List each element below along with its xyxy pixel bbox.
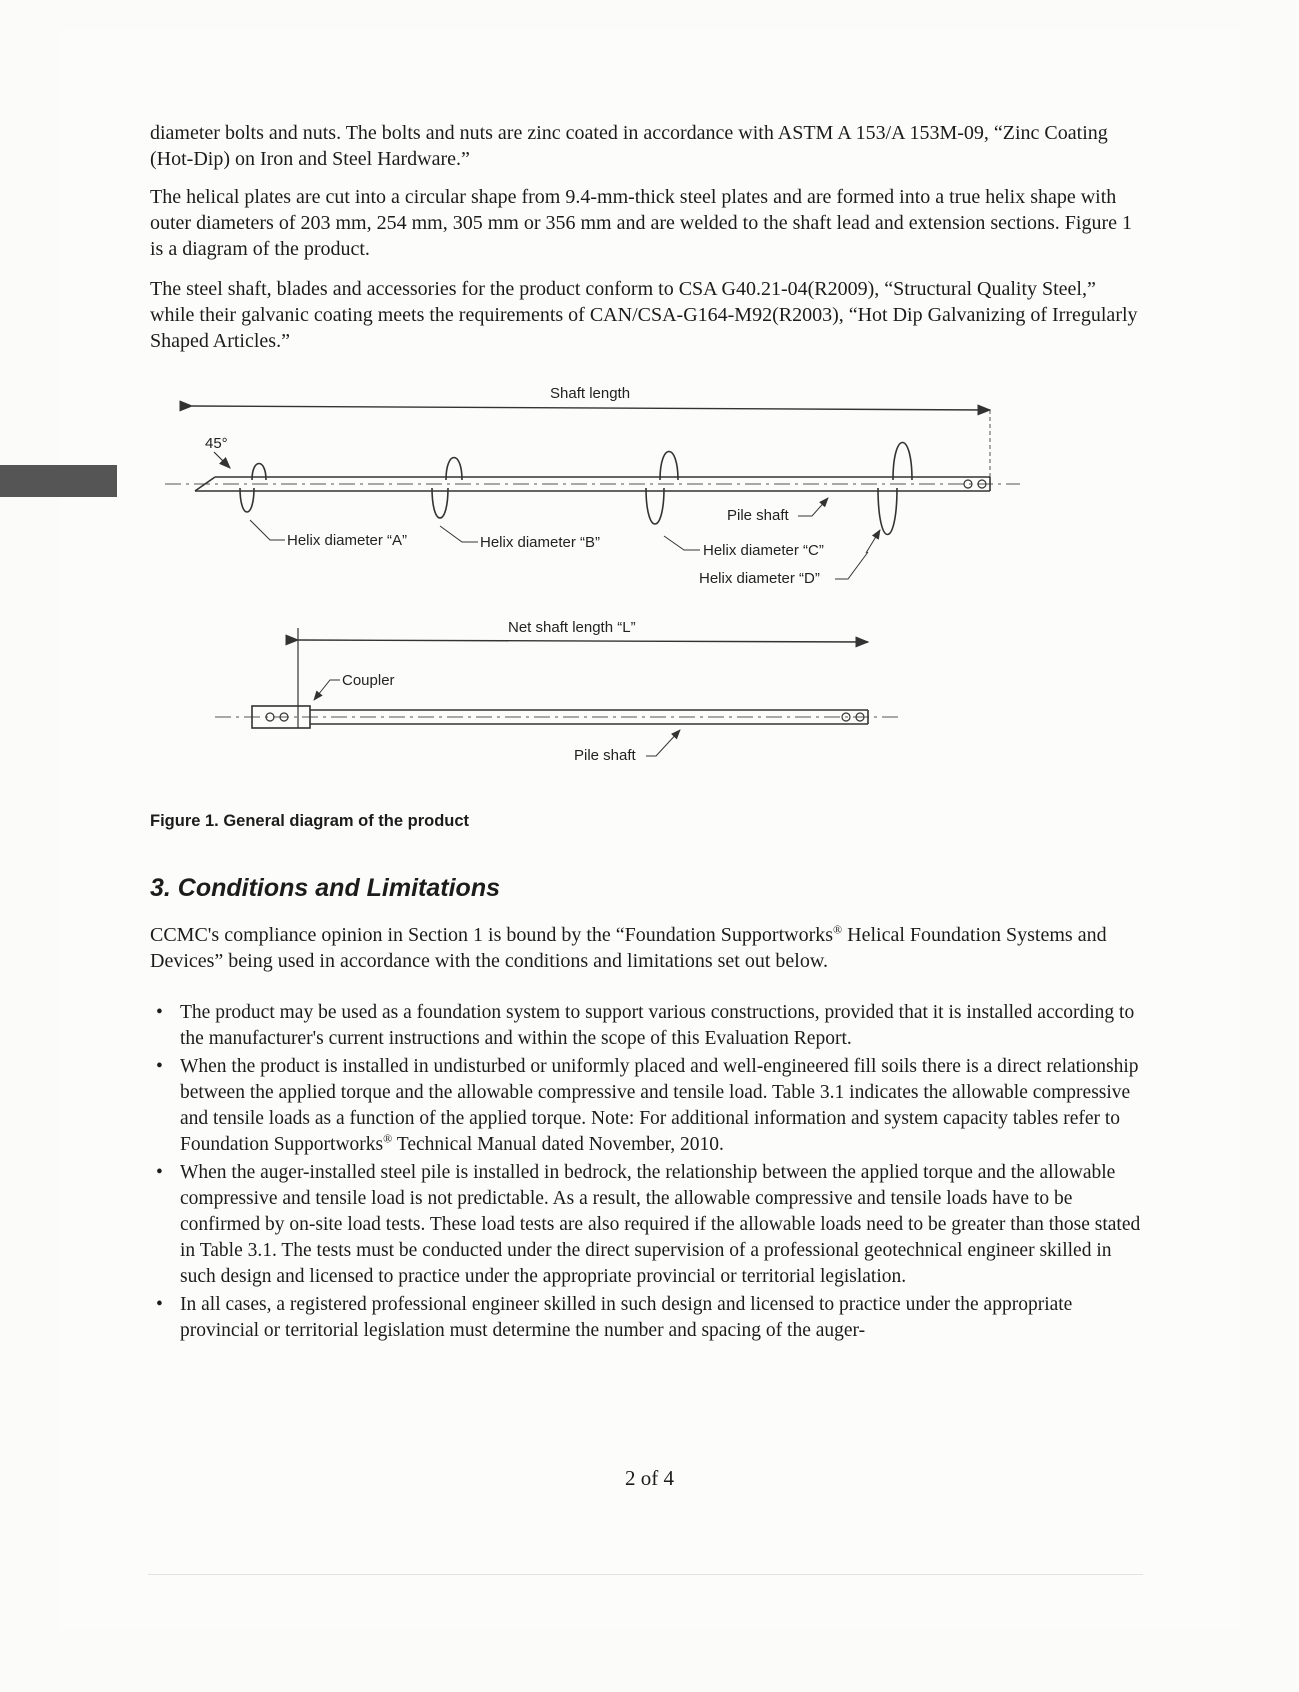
page-number: 2 of 4 bbox=[625, 1466, 674, 1490]
helix-plate-d bbox=[878, 443, 912, 535]
helix-plate-c bbox=[646, 452, 678, 525]
intro-text-2: Helical Foundation Systems and Devices” being used in accordance with the conditions and limitations set out below. bbox=[150, 924, 1107, 972]
helix-c-label: Helix diameter “C” bbox=[703, 542, 824, 559]
registered-mark: ® bbox=[383, 1131, 393, 1146]
helix-plate-a bbox=[240, 464, 266, 513]
registered-mark: ® bbox=[833, 922, 843, 937]
section-heading: 3. Conditions and Limitations bbox=[150, 874, 500, 902]
conditions-list bbox=[150, 1000, 1145, 1346]
helix-b-label: Helix diameter “B” bbox=[480, 534, 601, 551]
list-item: • The product may be used as a foundation system to support various constructions, provided that it is installed according to the manufacturer's current instructions and within the scope of this Evaluation Report. bbox=[150, 1000, 1145, 1052]
product-diagram bbox=[0, 370, 1299, 770]
shaft-length-dimension-line bbox=[192, 406, 990, 410]
list-item: • In all cases, a registered professional engineer skilled in such design and licensed to practice under the appropriate provincial or territorial legislation must determine the number and spacing of the auger- bbox=[150, 1292, 1145, 1344]
net-shaft-length-label: Net shaft length “L” bbox=[508, 619, 636, 636]
list-item: • When the auger-installed steel pile is installed in bedrock, the relationship between the applied torque and the allowable compressive and tensile load is not predictable. As a result, the allowable compressive and tensile loads have to be confirmed by on-site load tests. These load tests are also required if the allowable loads need to be greater than those stated in Table 3.1. The tests must be conducted under the direct supervision of a professional geotechnical engineer skilled in such design and licensed to practice under the appropriate provincial or territorial legislation. bbox=[150, 1160, 1145, 1290]
helix-plate-b bbox=[432, 458, 462, 519]
figure-caption: Figure 1. General diagram of the product bbox=[150, 812, 470, 830]
pile-shaft-top-label: Pile shaft bbox=[727, 507, 789, 524]
paragraph-helical-plates: The helical plates are cut into a circular shape from 9.4-mm-thick steel plates and are formed into a true helix shape with outer diameters of 203 mm, 254 mm, 305 mm or 356 mm and are welded to the shaft lead and extension sections. Figure 1 is a diagram of the product. bbox=[150, 186, 1133, 260]
net-shaft-length-dimension-line bbox=[298, 640, 868, 642]
shaft-length-label: Shaft length bbox=[550, 385, 631, 402]
list-item bbox=[150, 1054, 1145, 1158]
pile-shaft-bottom-label: Pile shaft bbox=[574, 747, 636, 764]
helix-a-label: Helix diameter “A” bbox=[287, 532, 408, 549]
intro-text-1: CCMC's compliance opinion in Section 1 is bound by the “Foundation Supportworks bbox=[150, 924, 834, 946]
section-intro bbox=[150, 922, 1145, 974]
bullet-2-text-1: When the product is installed in undisturbed or uniformly placed and well-engineered fill soils there is a direct relationship between the applied torque and the allowable compressive and tensile load. Table 3.1 indicates the allowable compressive and tensile loads as a function of the applied torque. Note: For additional information and system capacity tables refer to Foundation Supportworks bbox=[180, 1056, 1139, 1155]
coupler-label: Coupler bbox=[342, 672, 395, 689]
bullet-2-text-2: Technical Manual dated November, 2010. bbox=[392, 1134, 724, 1155]
angle-label: 45° bbox=[205, 435, 228, 452]
footer-divider bbox=[148, 1574, 1143, 1575]
paragraph-bolts: diameter bolts and nuts. The bolts and nuts are zinc coated in accordance with ASTM A 153/A 153M-09, “Zinc Coating (Hot-Dip) on Iron and Steel Hardware.” bbox=[150, 122, 1108, 170]
helix-d-label: Helix diameter “D” bbox=[699, 570, 820, 587]
paragraph-steel-shaft: The steel shaft, blades and accessories for the product conform to CSA G40.21-04(R2009), “Structural Quality Steel,” while their galvanic coating meets the requirements of CAN/CSA-G164-M92(R2003), “Hot Dip Galvanizing of Irregularly Shaped Articles.” bbox=[150, 278, 1138, 352]
